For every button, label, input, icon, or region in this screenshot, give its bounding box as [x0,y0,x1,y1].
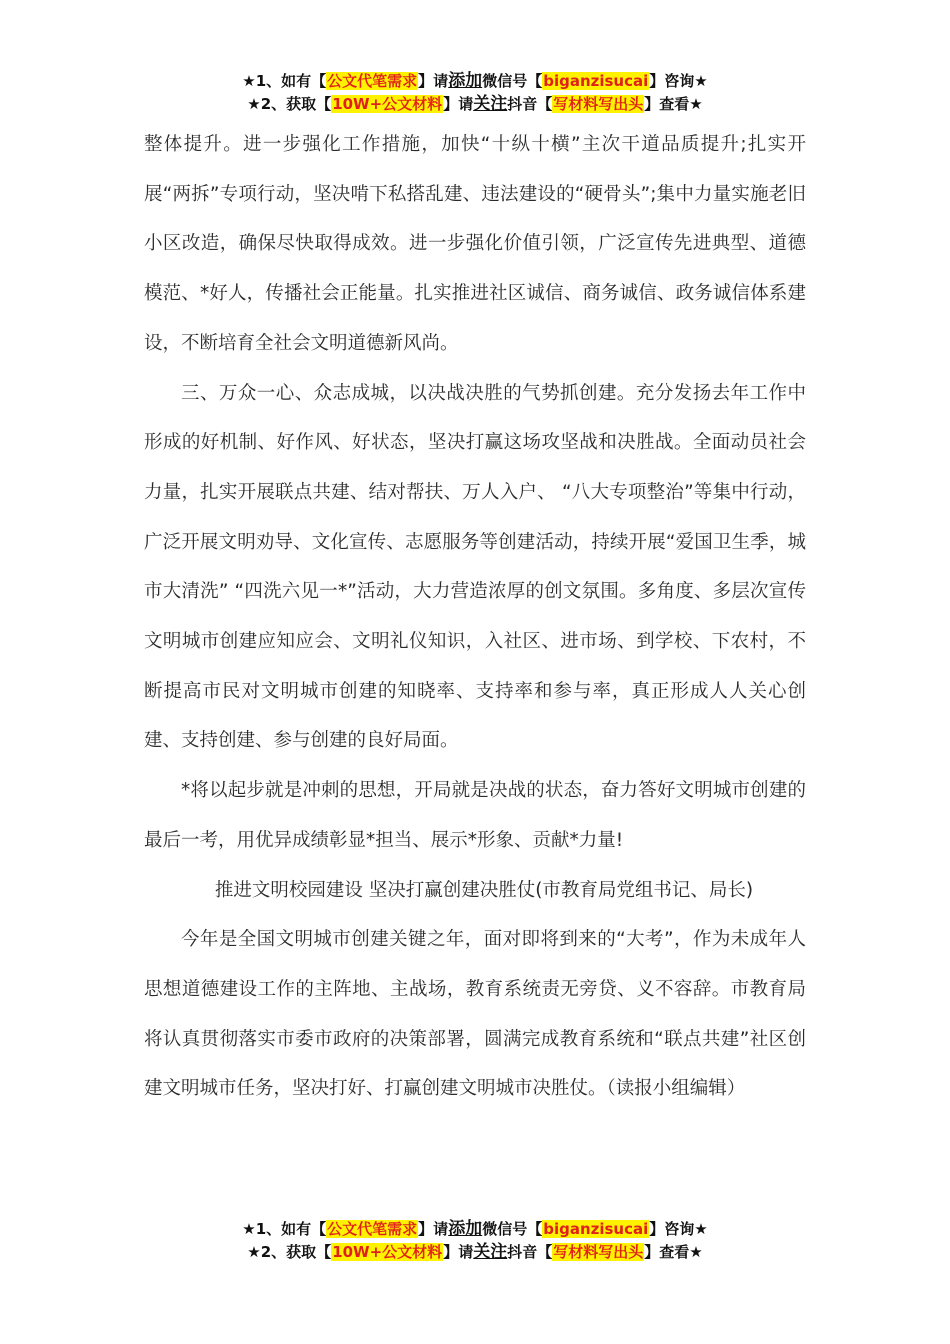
banner-text: ★2、获取【 [247,1243,332,1261]
paragraph: 整体提升。进一步强化工作措施，加快“十纵十横”主次干道品质提升;扎实开展“两拆”专项行动，坚决啃下私搭乱建、违法建设的“硬骨头”;集中力量实施老旧小区改造，确保尽快取得成效。进一步强化价值引领，广泛宣传先进典型、道德模范、*好人，传播社会正能量。扎实推进社区诚信、商务诚信、政务诚信体系建设，不断培育全社会文明道德新风尚。 [144,134,806,354]
document-body [144,120,806,1114]
banner-emphasis: 关注 [473,1242,508,1262]
paragraph: 三、万众一心、众志成城，以决战决胜的气势抓创建。充分发扬去年工作中形成的好机制、好作风、好状态，坚决打赢这场攻坚战和决胜战。全面动员社会力量，扎实开展联点共建、结对帮扶、万人入户、 “八大专项整治”等集中行动，广泛开展文明劝导、文化宣传、志愿服务等创建活动，持续开展“爱国卫生季，城市大清洗” “四洗六见一*”活动，大力营造浓厚的创文氛围。多角度、多层次宣传文明城市创建应知应会、文明礼仪知识，入社区、进市场、到学校、下农村，不断提高市民对文明城市创建的知晓率、支持率和参与率，真正形成人人关心创建、支持创建、参与创建的良好局面。 [144,382,806,752]
banner-highlight: 公文代笔需求 [327,72,418,90]
banner-text: 】请 [443,95,474,113]
banner-emphasis: 添加 [448,1219,483,1239]
banner-wechat-id: biganzisucai [543,1220,649,1238]
banner-line-2 [0,93,950,116]
banner-text: 】咨询★ [649,72,708,90]
paragraph: 今年是全国文明城市创建关键之年，面对即将到来的“大考”，作为未成年人思想道德建设工作的主阵地、主战场，教育系统责无旁贷、义不容辞。市教育局将认真贯彻落实市委市政府的决策部署，圆满完成教育系统和“联点共建”社区创建文明城市任务，坚决打好、打赢创建文明城市决胜仗。（读报小组编辑） [144,929,806,1100]
banner-line-1 [0,70,950,93]
banner-text: 抖音【 [507,1243,553,1261]
banner-highlight: 10W+公文材料 [332,1243,443,1261]
banner-emphasis: 添加 [448,71,483,91]
banner-text: ★1、如有【 [242,72,327,90]
banner-douyin-id: 写材料写出头 [553,1243,644,1261]
banner-text: ★1、如有【 [242,1220,327,1238]
banner-text: 】请 [418,72,449,90]
banner-text: ★2、获取【 [247,95,332,113]
banner-line-1 [0,1218,950,1241]
banner-text: 】咨询★ [649,1220,708,1238]
banner-highlight: 公文代笔需求 [327,1220,418,1238]
bottom-banner [0,1218,950,1264]
banner-line-2 [0,1241,950,1264]
banner-text: 微信号【 [482,72,543,90]
banner-douyin-id: 写材料写出头 [553,95,644,113]
banner-text: 】请 [443,1243,474,1261]
banner-text: 】请 [418,1220,449,1238]
paragraph: *将以起步就是冲刺的思想，开局就是决战的状态，奋力答好文明城市创建的最后一考，用优异成绩彰显*担当、展示*形象、贡献*力量! [144,780,806,851]
top-banner [0,70,950,116]
banner-text: 】查看★ [644,95,703,113]
banner-text: 】查看★ [644,1243,703,1261]
banner-highlight: 10W+公文材料 [332,95,443,113]
banner-text: 微信号【 [482,1220,543,1238]
banner-emphasis: 关注 [473,94,508,114]
section-title: 推进文明校园建设 坚决打赢创建决胜仗(市教育局党组书记、局长) [214,879,754,901]
banner-text: 抖音【 [507,95,553,113]
banner-wechat-id: biganzisucai [543,72,649,90]
